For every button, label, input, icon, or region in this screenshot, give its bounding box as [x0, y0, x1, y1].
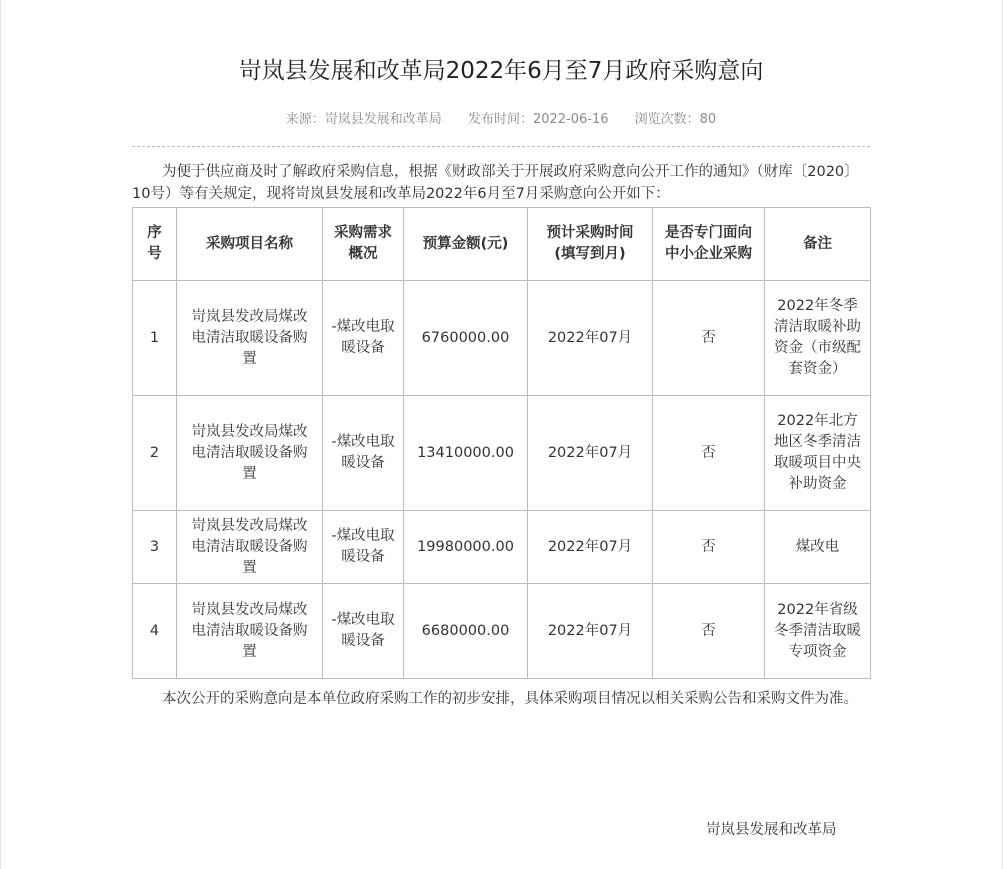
- cell-sme: 否: [653, 584, 765, 679]
- cell-note: 煤改电: [765, 511, 871, 584]
- signature: 岢岚县发展和改革局: [706, 822, 837, 838]
- header-note: 备注: [765, 208, 871, 281]
- cell-sme: 否: [653, 281, 765, 396]
- article-meta: [132, 110, 870, 130]
- page-title: 岢岚县发展和改革局2022年6月至7月政府采购意向: [238, 58, 764, 84]
- meta-divider: [132, 146, 870, 147]
- procurement-table: [132, 207, 871, 679]
- cell-name: 岢岚县发改局煤改电清洁取暖设备购置: [177, 511, 323, 584]
- cell-name: 岢岚县发改局煤改电清洁取暖设备购置: [177, 584, 323, 679]
- meta-published: 发布时间：2022-06-16: [467, 112, 609, 127]
- cell-sme: 否: [653, 396, 765, 511]
- cell-time: 2022年07月: [528, 511, 653, 584]
- cell-time: 2022年07月: [528, 281, 653, 396]
- table-row: [133, 511, 871, 584]
- table-header-row: [133, 208, 871, 281]
- cell-time: 2022年07月: [528, 584, 653, 679]
- cell-req: -煤改电取暖设备: [323, 511, 404, 584]
- cell-budget: 6760000.00: [404, 281, 528, 396]
- header-no: 序号: [133, 208, 177, 281]
- cell-req: -煤改电取暖设备: [323, 396, 404, 511]
- header-req: 采购需求概况: [323, 208, 404, 281]
- cell-note: 2022年省级冬季清洁取暖专项资金: [765, 584, 871, 679]
- cell-no: 3: [133, 511, 177, 584]
- header-sme: 是否专门面向中小企业采购: [653, 208, 765, 281]
- header-budget: 预算金额(元): [404, 208, 528, 281]
- cell-budget: 19980000.00: [404, 511, 528, 584]
- cell-req: -煤改电取暖设备: [323, 584, 404, 679]
- cell-budget: 13410000.00: [404, 396, 528, 511]
- cell-no: 2: [133, 396, 177, 511]
- cell-note: 2022年北方地区冬季清洁取暖项目中央补助资金: [765, 396, 871, 511]
- meta-views: 浏览次数：80: [634, 112, 717, 127]
- footer-note: 本次公开的采购意向是本单位政府采购工作的初步安排，具体采购项目情况以相关采购公告和采购文件为准。: [162, 691, 858, 707]
- cell-no: 4: [133, 584, 177, 679]
- cell-req: -煤改电取暖设备: [323, 281, 404, 396]
- meta-source: 来源：岢岚县发展和改革局: [285, 112, 442, 127]
- intro-paragraph: 为便于供应商及时了解政府采购信息，根据《财政部关于开展政府采购意向公开工作的通知》（财库〔2020〕10号）等有关规定，现将岢岚县发展和改革局2022年6月至7月采购意向公开如下：: [132, 164, 859, 202]
- cell-name: 岢岚县发改局煤改电清洁取暖设备购置: [177, 281, 323, 396]
- header-name: 采购项目名称: [177, 208, 323, 281]
- cell-budget: 6680000.00: [404, 584, 528, 679]
- article: [132, 0, 870, 710]
- cell-time: 2022年07月: [528, 396, 653, 511]
- table-row: [133, 584, 871, 679]
- table-row: [133, 281, 871, 396]
- cell-no: 1: [133, 281, 177, 396]
- header-time: 预计采购时间(填写到月): [528, 208, 653, 281]
- cell-name: 岢岚县发改局煤改电清洁取暖设备购置: [177, 396, 323, 511]
- cell-note: 2022年冬季清洁取暖补助资金（市级配套资金）: [765, 281, 871, 396]
- cell-sme: 否: [653, 511, 765, 584]
- table-row: [133, 396, 871, 511]
